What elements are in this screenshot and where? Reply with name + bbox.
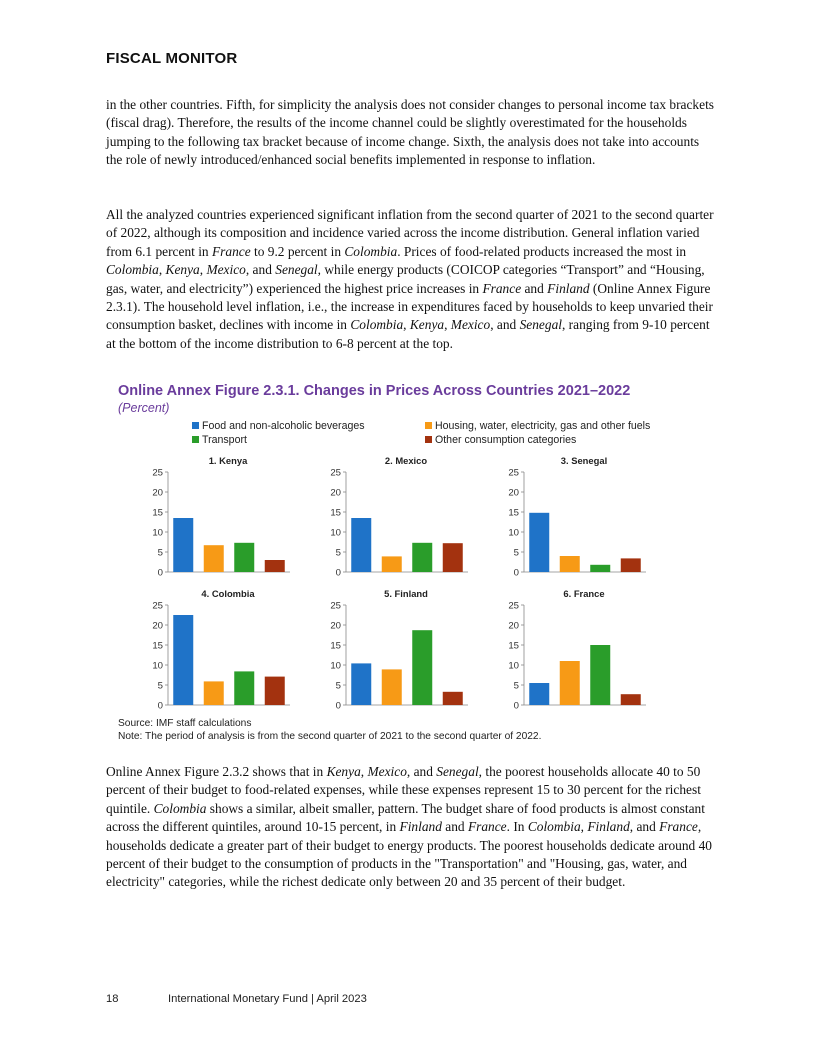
chart-panel-senegal [496,452,646,580]
bar-transport [590,645,610,705]
bar-chart-svg [318,452,468,580]
y-tick-label: 0 [513,700,519,712]
panel-title: 2. Mexico [384,455,428,466]
bar-chart-svg [496,585,646,713]
y-tick-label: 10 [152,660,163,672]
legend-swatch [192,422,199,429]
country-name: Colombia [344,243,398,259]
y-tick-label: 20 [508,620,519,632]
y-tick-label: 25 [508,467,519,479]
panel-title: 5. Finland [384,588,428,599]
y-tick-label: 25 [330,467,341,479]
legend-swatch [192,436,199,443]
bar-transport [412,543,432,572]
country-name: Kenya [409,317,445,333]
y-tick-label: 5 [157,547,163,559]
bar-food [173,518,193,572]
legend-swatch [425,436,432,443]
bar-other [621,558,641,572]
bar-chart-svg [140,585,290,713]
y-tick-label: 10 [330,660,341,672]
y-tick-label: 10 [152,527,163,539]
y-tick-label: 10 [508,660,519,672]
y-tick-label: 20 [152,487,163,499]
paragraph-2: All the analyzed countries experienced significant inflation from the second quarter of 2021 to the second quarter of 2022, although its composition and incidence varied across the income distribution. General inflation varied from 6.1 percent in France to 9.2 percent in Colombia. Prices of food-related products increased the most in Colombia, Kenya, Mexico, and Senegal, while energy products (COICOP categories “Transport” and “Housing, gas, water, and electricity”) experienced the highest price increases in France and Finland (Online Annex Figure 2.3.1). The household level inflation, i.e., the increase in expenditures faced by households to keep unvaried their consumption basket, declines with income in Colombia, Kenya, Mexico, and Senegal, ranging from 9-10 percent at the bottom of the income distribution to 6-8 percent at the top. [106,207,714,351]
country-name: Mexico [206,262,246,278]
source-line: Source: IMF staff calculations [118,718,252,729]
bar-housing [560,661,580,705]
country-name: France [467,819,507,835]
legend-item-other: Other consumption categories [425,434,576,446]
bar-other [265,560,285,572]
country-name: Senegal [519,317,562,333]
country-name: Senegal [436,764,479,779]
panel-title: 1. Kenya [208,455,248,466]
country-name: France [211,243,251,259]
legend-item-housing: Housing, water, electricity, gas and other fuels [425,420,650,432]
bar-chart-svg [318,585,468,713]
y-tick-label: 15 [152,507,163,519]
bar-housing [382,556,402,572]
bar-transport [412,630,432,705]
legend-item-transport: Transport [192,434,247,446]
y-tick-label: 0 [157,700,163,712]
country-name: France [482,280,522,296]
y-tick-label: 0 [335,700,341,712]
y-tick-label: 15 [508,507,519,519]
bar-chart-svg [496,452,646,580]
y-tick-label: 20 [152,620,163,632]
chart-panel-colombia [140,585,290,713]
panel-title: 4. Colombia [201,588,255,599]
running-header: FISCAL MONITOR [106,50,238,67]
bar-food [351,663,371,705]
y-tick-label: 0 [335,567,341,579]
panel-title: 6. France [563,588,605,599]
country-name: Colombia [350,317,404,333]
note-line: Note: The period of analysis is from the second quarter of 2021 to the second quarter of 2022. [118,730,542,742]
country-name: Finland [587,819,630,835]
country-name: Finland [547,280,590,296]
y-tick-label: 0 [157,567,163,579]
legend-swatch [425,422,432,429]
chart-panel-finland [318,585,468,713]
bar-housing [560,556,580,572]
y-tick-label: 5 [513,547,519,559]
y-tick-label: 25 [330,600,341,612]
y-tick-label: 10 [508,527,519,539]
country-name: Mexico [450,317,491,333]
bar-other [265,677,285,705]
bar-food [351,518,371,572]
y-tick-label: 5 [335,547,341,559]
chart-panel-mexico [318,452,468,580]
y-tick-label: 15 [330,507,341,519]
y-tick-label: 5 [157,680,163,692]
bar-food [529,513,549,572]
y-tick-label: 20 [508,487,519,499]
bar-transport [234,671,254,705]
bar-transport [234,543,254,572]
country-name: Colombia [106,262,159,278]
bar-other [621,694,641,705]
chart-panel-france [496,585,646,713]
y-tick-label: 20 [330,620,341,632]
bar-food [173,615,193,705]
paragraph-3: Online Annex Figure 2.3.2 shows that in Kenya, Mexico, and Senegal, the poorest households allocate 40 to 50 percent of their budget to food-related expenses, while these expenses represent 15 to 30 percent for the richest quintile. Colombia shows a similar, albeit smaller, pattern. The budget share of food products is almost constant across the different quintiles, around 10-15 percent, in Finland and France. In Colombia, Finland, and France, households dedicate a greater part of their budget to energy products. The poorest households dedicate around 40 percent of their budget to the consumption of products in the "Transportation" and "Housing, gas, water, and electricity" categories, while the richest dedicate only between 20 and 35 percent of their budget. [106,764,712,890]
country-name: Senegal [275,262,318,278]
figure-source [118,718,541,743]
y-tick-label: 15 [508,640,519,652]
y-tick-label: 25 [152,467,163,479]
y-tick-label: 5 [335,680,341,692]
bar-housing [204,545,224,572]
chart-panel-kenya [140,452,290,580]
bar-housing [204,681,224,705]
figure-title: Online Annex Figure 2.3.1. Changes in Prices Across Countries 2021–2022 [118,383,631,399]
y-tick-label: 10 [330,527,341,539]
country-name: Colombia [153,800,207,816]
y-tick-label: 25 [152,600,163,612]
page-footer [106,993,367,1005]
country-name: Colombia [527,819,581,835]
bar-transport [590,565,610,572]
bar-other [443,692,463,705]
y-tick-label: 20 [330,487,341,499]
footer-text: International Monetary Fund | April 2023 [168,993,367,1005]
figure-subtitle: (Percent) [118,401,170,415]
y-tick-label: 5 [513,680,519,692]
bar-chart-svg [140,452,290,580]
country-name: Mexico [367,764,407,779]
paragraph-1: in the other countries. Fifth, for simplicity the analysis does not consider changes to personal income tax brackets (fiscal drag). Therefore, the results of the income channel could be slightly overestimated for the households jumping to the following tax bracket because of income change. Sixth, the analysis does not take into accounts the role of newly introduced/enhanced social benefits implemented in response to inflation. [106,97,715,168]
bar-other [443,543,463,572]
y-tick-label: 15 [330,640,341,652]
country-name: Kenya [165,262,200,278]
legend-item-food: Food and non-alcoholic beverages [192,420,365,432]
country-name: Kenya [326,764,361,779]
country-name: France [659,819,698,835]
y-tick-label: 15 [152,640,163,652]
country-name: Finland [399,819,442,835]
page-number: 18 [106,993,119,1005]
panel-title: 3. Senegal [560,455,608,466]
bar-food [529,683,549,705]
y-tick-label: 0 [513,567,519,579]
bar-housing [382,669,402,705]
y-tick-label: 25 [508,600,519,612]
